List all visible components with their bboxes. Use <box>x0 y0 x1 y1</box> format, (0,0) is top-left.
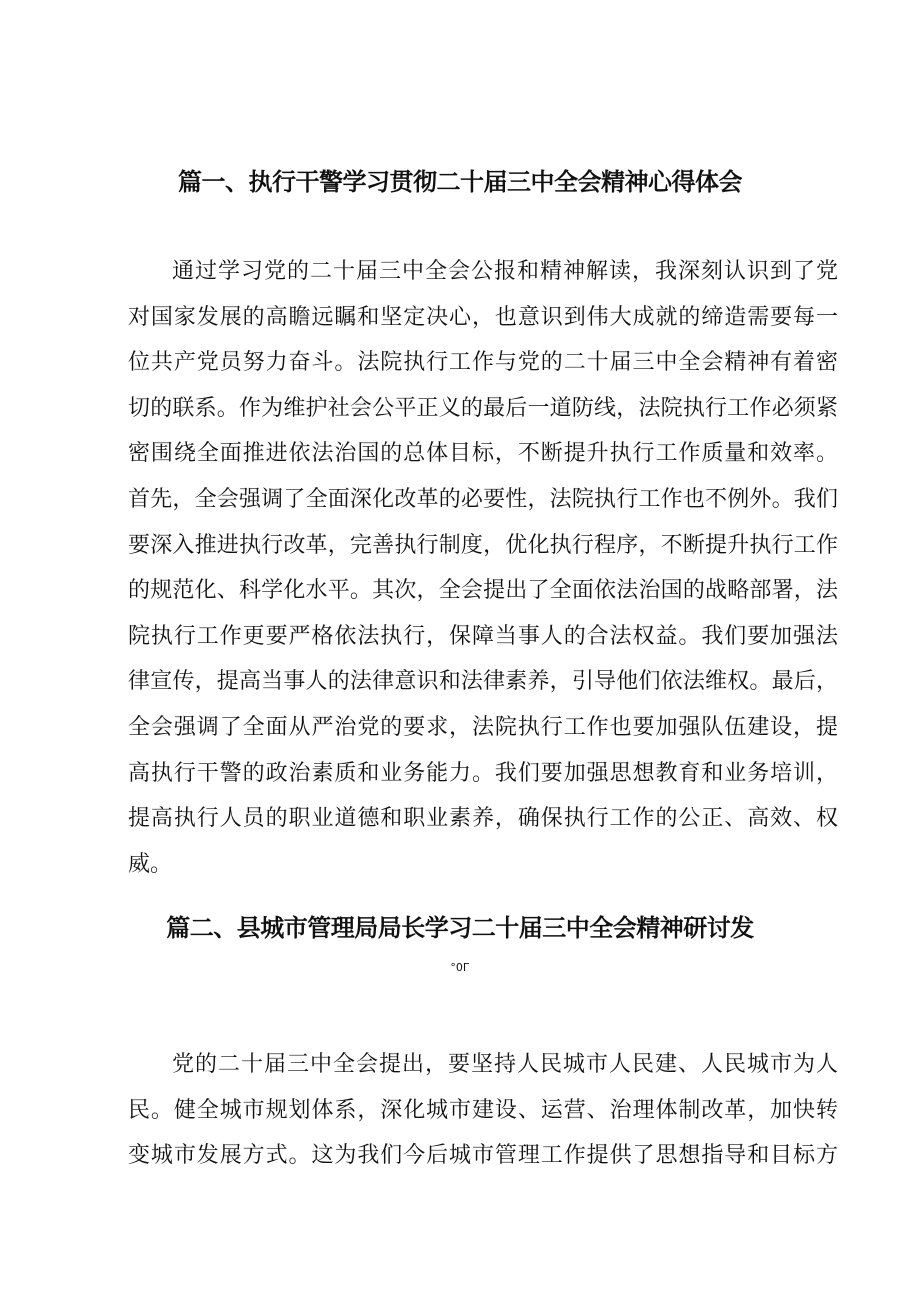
paragraph-line: 民。健全城市规划体系，深化城市建设、运营、治理体制改革，加快转 <box>128 1097 838 1123</box>
paragraph-line: 的规范化、科学化水平。其次，全会提出了全面依法治国的战略部署，法 <box>128 578 838 604</box>
paragraph-line: 变城市发展方式。这为我们今后城市管理工作提供了思想指导和目标方 <box>128 1143 838 1169</box>
paragraph-line: 密围绕全面推进依法治国的总体目标，不断提升执行工作质量和效率。 <box>128 441 838 467</box>
paragraph-line: 提高执行人员的职业道德和职业素养，确保执行工作的公正、高效、权 <box>128 806 838 832</box>
section-1-title: 篇一、执行干警学习贯彻二十届三中全会精神心得体会 <box>178 168 742 196</box>
paragraph-line: 要深入推进执行改革，完善执行制度，优化执行程序，不断提升执行工作 <box>128 532 838 558</box>
paragraph-line: 党的二十届三中全会提出，要坚持人民城市人民建、人民城市为人 <box>172 1052 838 1077</box>
paragraph-line: 通过学习党的二十届三中全会公报和精神解读，我深刻认识到了党 <box>172 259 838 284</box>
paragraph-line: 切的联系。作为维护社会公平正义的最后一道防线，法院执行工作必须紧 <box>128 395 838 421</box>
paragraph-line: 全会强调了全面从严治党的要求，法院执行工作也要加强队伍建设，提 <box>128 714 838 740</box>
paragraph-line: 位共产党员努力奋斗。法院执行工作与党的二十届三中全会精神有着密 <box>128 350 838 376</box>
section-1-paragraph <box>128 249 838 887</box>
paragraph-line: 院执行工作更要严格依法执行，保障当事人的合法权益。我们要加强法 <box>128 623 838 649</box>
paragraph-line: 首先，全会强调了全面深化改革的必要性，法院执行工作也不例外。我们 <box>128 486 838 512</box>
paragraph-line: 威。 <box>128 851 173 877</box>
section-2-title-tail: °0Г <box>450 961 470 974</box>
section-2-title: 篇二、县城市管理局局长学习二十届三中全会精神研讨发 <box>166 914 754 942</box>
section-2-paragraph <box>128 1042 838 1179</box>
paragraph-line: 律宣传，提高当事人的法律意识和法律素养，引导他们依法维权。最后， <box>128 669 838 695</box>
paragraph-line: 对国家发展的高瞻远瞩和坚定决心，也意识到伟大成就的缔造需要每一 <box>128 304 838 330</box>
paragraph-line: 高执行干警的政治素质和业务能力。我们要加强思想教育和业务培训， <box>128 760 838 786</box>
